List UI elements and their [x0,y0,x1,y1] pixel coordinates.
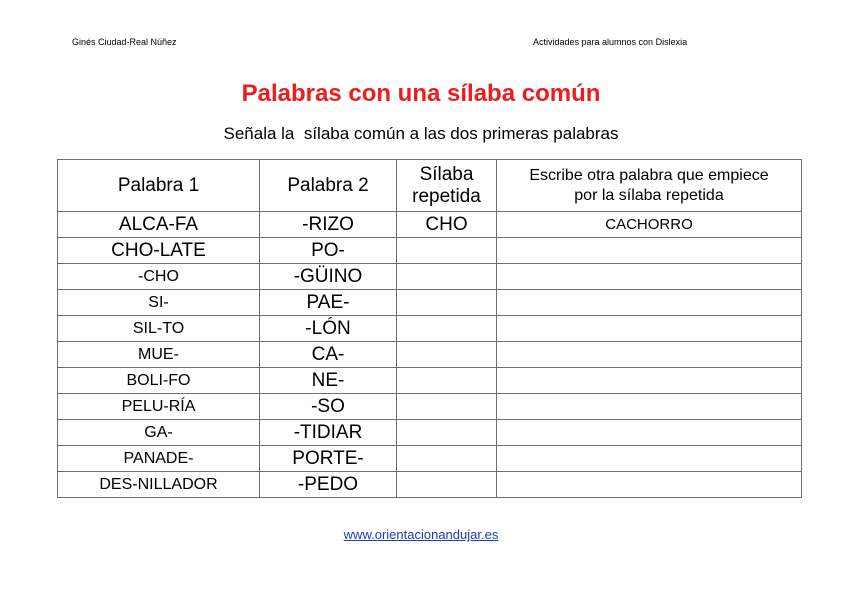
palabra-1-cell: DES-NILLADOR [58,472,260,498]
otra-palabra-cell[interactable] [497,394,802,420]
silaba-repetida-cell[interactable] [397,238,497,264]
palabra-1-cell: PELU-RÍA [58,394,260,420]
palabra-2-cell: PAE- [260,290,397,316]
otra-palabra-cell[interactable] [497,446,802,472]
palabra-1-cell: BOLI-FO [58,368,260,394]
palabra-2-cell: -GÜINO [260,264,397,290]
header-palabra-1: Palabra 1 [58,160,260,212]
palabra-1-cell: CHO-LATE [58,238,260,264]
header-author: Ginés Ciudad-Real Núñez [72,37,177,47]
page-title: Palabras con una sílaba común [241,80,601,107]
silaba-repetida-cell[interactable] [397,342,497,368]
header-subject: Actividades para alumnos con Dislexia [533,37,688,47]
palabra-1-cell: MUE- [58,342,260,368]
silaba-repetida-cell[interactable]: CHO [397,212,497,238]
palabra-1-cell: PANADE- [58,446,260,472]
palabra-2-cell: NE- [260,368,397,394]
otra-palabra-cell[interactable] [497,342,802,368]
table-row [58,368,802,394]
palabra-1-cell: GA- [58,420,260,446]
table-row [58,394,802,420]
silaba-repetida-cell[interactable] [397,394,497,420]
palabra-2-cell: PORTE- [260,446,397,472]
palabra-2-cell: -PEDO [260,472,397,498]
table-row [58,342,802,368]
syllable-table [57,159,802,498]
website-link[interactable]: www.orientacionandujar.es [343,527,499,542]
silaba-repetida-cell[interactable] [397,368,497,394]
palabra-2-cell: PO- [260,238,397,264]
palabra-1-cell: SIL-TO [58,316,260,342]
table-header-row [58,160,802,212]
table-row [58,472,802,498]
silaba-repetida-cell[interactable] [397,316,497,342]
palabra-1-cell: ALCA-FA [58,212,260,238]
otra-palabra-cell[interactable] [497,290,802,316]
silaba-repetida-cell[interactable] [397,446,497,472]
palabra-2-cell: -LÓN [260,316,397,342]
header-escribe-line1: Escribe otra palabra que empiece [529,166,769,184]
header-silaba-repetida [397,160,497,212]
palabra-2-cell: -RIZO [260,212,397,238]
otra-palabra-cell[interactable]: CACHORRO [497,212,802,238]
header-palabra-2: Palabra 2 [260,160,397,212]
table-row [58,238,802,264]
header-escribe-line2: por la sílaba repetida [574,186,724,204]
otra-palabra-cell[interactable] [497,264,802,290]
otra-palabra-cell[interactable] [497,420,802,446]
instructions: Señala la sílaba común a las dos primeras palabras [223,124,619,143]
table-row [58,212,802,238]
footer [0,527,842,542]
header-silaba-line1: Sílaba [419,163,474,185]
palabra-1-cell: -CHO [58,264,260,290]
otra-palabra-cell[interactable] [497,368,802,394]
otra-palabra-cell[interactable] [497,472,802,498]
header-escribe-palabra [497,160,802,212]
palabra-2-cell: CA- [260,342,397,368]
silaba-repetida-cell[interactable] [397,472,497,498]
otra-palabra-cell[interactable] [497,238,802,264]
silaba-repetida-cell[interactable] [397,264,497,290]
palabra-2-cell: -SO [260,394,397,420]
otra-palabra-cell[interactable] [497,316,802,342]
header-silaba-line2: repetida [412,185,481,207]
table-row [58,316,802,342]
table-row [58,446,802,472]
palabra-2-cell: -TIDIAR [260,420,397,446]
table-row [58,264,802,290]
silaba-repetida-cell[interactable] [397,290,497,316]
table-row [58,420,802,446]
palabra-1-cell: SI- [58,290,260,316]
silaba-repetida-cell[interactable] [397,420,497,446]
table-row [58,290,802,316]
